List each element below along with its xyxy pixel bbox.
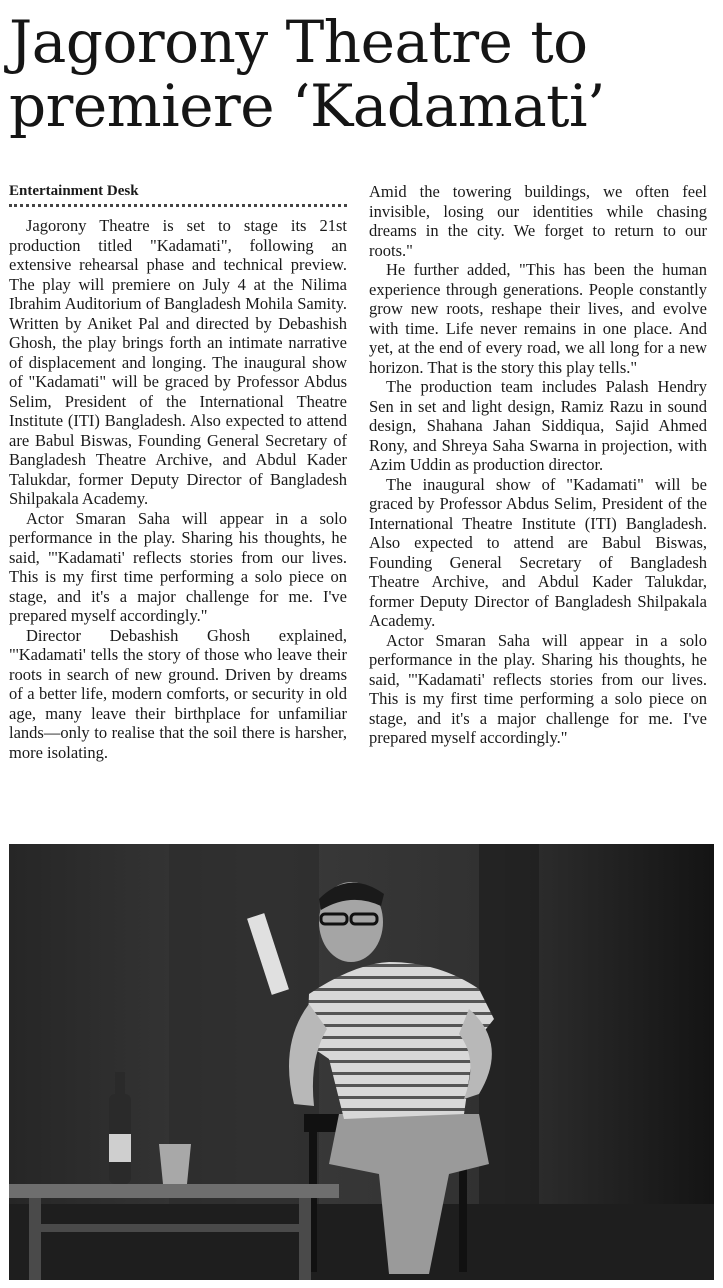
paragraph: Actor Smaran Saha will appear in a solo performance in the play. Sharing his thoughts, he said, "'Kadamati' reflects stories from our lives. This is my first time performing a solo piece on stage, and it's a major challenge for me. I've prepared myself accordingly." [9,508,347,625]
paragraph: Jagorony Theatre is set to stage its 21st production titled "Kadamati", following an extensive rehearsal phase and technical preview. The play will premiere on July 4 at the Nilima Ibrahim Auditorium of Bangladesh Mohila Samity. Written by Aniket Pal and directed by Debashish Ghosh, the play brings forth an intimate narrative of displacement and longing. The inaugural show of "Kadamati" will be graced by Professor Abdus Selim, President of the International Theatre Institute (ITI) Bangladesh. Also expected to attend are Babul Biswas, Founding General Secretary of Bangladesh Theatre Archive, and Abdul Kader Talukdar, former Deputy Director of Bangladesh Shilpakala Academy. [9,216,347,508]
byline: Entertainment Desk [9,182,347,207]
paragraph: He further added, "This has been the human experience through generations. People constantly grow new roots, reshape their lives, and evolve with time. Life never remains in one place. And yet, at the end of every road, we all long for a new horizon. That is the story this play tells." [369,260,707,377]
article-headline [9,10,714,138]
paragraph-continued: Amid the towering buildings, we often feel invisible, losing our identities while chasing dreams in the city. We forget to return to our roots." [369,182,707,260]
stage-photo [9,844,714,1280]
paragraph: Director Debashish Ghosh explained, "'Kadamati' tells the story of those who leave their roots in search of new ground. Driven by dreams of a better life, modern comforts, or security in old age, many leave their birthplace for unfamiliar lands—only to realise that the soil there is harsher, more isolating. [9,625,347,762]
paragraph: The inaugural show of "Kadamati" will be graced by Professor Abdus Selim, President of the International Theatre Institute (ITI) Bangladesh. Also expected to attend are Babul Biswas, Founding General Secretary of Bangladesh Theatre Archive, and Abdul Kader Talukdar, former Deputy Director of Bangladesh Shilpakala Academy. [369,474,707,630]
actor-on-stage-illustration [9,844,714,1280]
paragraph: Actor Smaran Saha will appear in a solo performance in the play. Sharing his thoughts, he said, "'Kadamati' reflects stories from our lives. This is my first time performing a solo piece on stage, and it's a major challenge for me. I've prepared myself accordingly." [369,630,707,747]
headline-line-2: premiere ‘Kadamati’ [9,72,605,140]
headline-line-1: Jagorony Theatre to [9,8,588,76]
article-column-left [9,182,347,762]
article-column-right [369,182,707,748]
paragraph: The production team includes Palash Hendry Sen in set and light design, Ramiz Razu in sound design, Shahana Jahan Siddiqua, Sajid Ahmed Rony, and Shreya Saha Swarna in projection, with Azim Uddin as production director. [369,377,707,474]
